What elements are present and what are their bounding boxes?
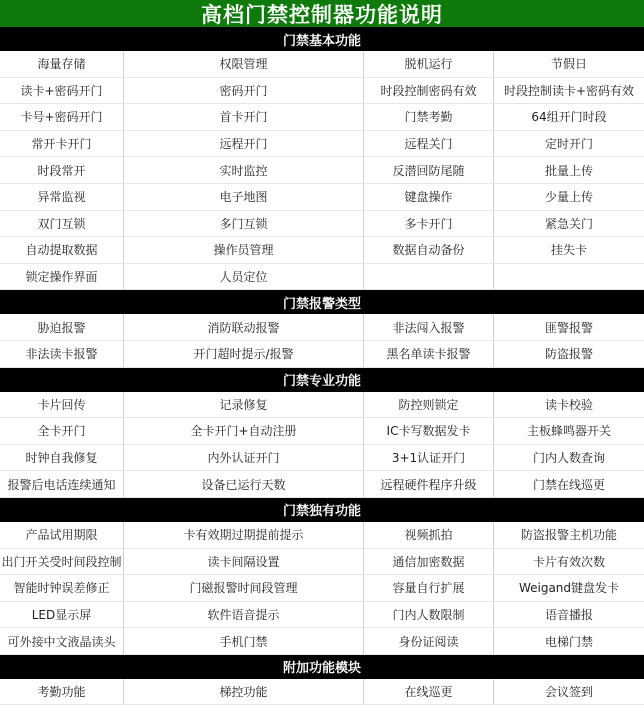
feature-cell [494,264,644,290]
table-row [0,157,644,184]
feature-cell: 读卡校验 [544,397,593,412]
feature-cell: 卡有效期过期提前提示 [124,522,364,548]
feature-cell: 消防联动报警 [124,314,364,340]
feature-cell: 防控则锁定 [364,392,494,418]
feature-cell: 反潜回防尾随 [364,157,494,183]
feature-cell: 时段常开 [0,157,124,183]
feature-cell: 通信加密数据 [364,549,494,575]
feature-cell: 电子地图 [124,184,364,210]
feature-cell: 全卡开门+自动注册 [124,418,364,444]
feature-cell: 自动提取数据 [0,237,124,263]
feature-cell: 实时监控 [124,157,364,183]
section-header: 门禁专业功能 [0,368,644,392]
table-row [0,471,644,498]
feature-cell: 常开卡开门 [0,131,124,157]
feature-cell: 挂失卡 [550,243,587,258]
feature-cell: 卡片有效次数 [532,554,605,569]
table-row [0,78,644,105]
feature-cell: 主板蜂鸣器开关 [526,424,611,439]
feature-cell: 批量上传 [544,163,593,178]
feature-cell: 考勤功能 [0,679,124,705]
feature-cell: 多门互锁 [124,211,364,237]
table-row [0,628,644,655]
table-row [0,51,644,78]
feature-cell: 远程关门 [364,131,494,157]
feature-cell: 海量存储 [0,51,124,77]
feature-cell: 门磁报警时间段管理 [124,575,364,601]
feature-cell: 权限管理 [124,51,364,77]
feature-cell: 键盘操作 [364,184,494,210]
feature-cell: 梯控功能 [124,679,364,705]
feature-cell: 匪警报警 [544,320,593,335]
feature-cell: 防盗报警 [544,347,593,362]
section-header: 门禁报警类型 [0,290,644,314]
feature-cell: 读卡+密码开门 [0,78,124,104]
table-row [0,131,644,158]
feature-cell: 时钟自我修复 [0,445,124,471]
table-row [0,211,644,238]
table-row [0,314,644,341]
feature-cell: 手机门禁 [124,628,364,654]
feature-cell: 在线巡更 [364,679,494,705]
feature-cell: 64组开门时段 [531,110,607,125]
feature-cell: 门内人数限制 [364,602,494,628]
feature-cell: 门禁在线巡更 [532,477,605,492]
table-row [0,549,644,576]
feature-cell: 内外认证开门 [124,445,364,471]
table-row [0,575,644,602]
sections-container [0,27,644,705]
feature-cell: 双门互锁 [0,211,124,237]
feature-cell: 防盗报警主机功能 [520,528,617,543]
table-row [0,341,644,368]
table-row [0,104,644,131]
table-row [0,184,644,211]
feature-cell: 产品试用期限 [0,522,124,548]
feature-cell: 密码开门 [124,78,364,104]
feature-cell: 卡片回传 [0,392,124,418]
feature-cell: 全卡开门 [0,418,124,444]
feature-cell: 容量自行扩展 [364,575,494,601]
table-row [0,418,644,445]
feature-cell: 软件语音提示 [124,602,364,628]
table-row [0,445,644,472]
feature-cell: 数据自动备份 [364,237,494,263]
table-row [0,602,644,629]
feature-cell: 首卡开门 [124,104,364,130]
feature-cell: 门禁考勤 [364,104,494,130]
feature-cell: 语音播报 [544,607,593,622]
feature-cell: 门内人数查询 [532,451,605,466]
table-row [0,522,644,549]
section-header: 门禁独有功能 [0,498,644,522]
feature-cell: 读卡间隔设置 [124,549,364,575]
feature-cell: 电梯门禁 [544,634,593,649]
feature-cell: 智能时钟误差修正 [0,575,124,601]
table-row [0,679,644,706]
feature-cell: 黑名单读卡报警 [364,341,494,367]
feature-cell: 脱机运行 [364,51,494,77]
table-row [0,237,644,264]
feature-cell: 视频抓拍 [364,522,494,548]
feature-cell: IC卡写数据发卡 [364,418,494,444]
feature-cell: 设备已运行天数 [124,471,364,497]
feature-cell: 非法闯入报警 [364,314,494,340]
feature-cell: LED显示屏 [0,602,124,628]
feature-cell: 定时开门 [544,137,593,152]
table-row [0,264,644,291]
feature-cell: 锁定操作界面 [0,264,124,290]
feature-cell: 多卡开门 [364,211,494,237]
feature-cell: 开门超时提示/报警 [124,341,364,367]
feature-cell: 远程硬件程序升级 [364,471,494,497]
section-header: 附加功能模块 [0,655,644,679]
table-row [0,392,644,419]
page-title: 高档门禁控制器功能说明 [0,0,644,27]
feature-cell: 出门开关受时间段控制 [0,549,124,575]
feature-cell: 胁迫报警 [0,314,124,340]
feature-cell: 卡号+密码开门 [0,104,124,130]
feature-cell: 非法读卡报警 [0,341,124,367]
feature-cell: 少量上传 [544,190,593,205]
feature-cell: 可外接中文液晶读头 [0,628,124,654]
feature-cell: 远程开门 [124,131,364,157]
feature-cell: 身份证阅读 [364,628,494,654]
feature-cell: 紧急关门 [544,216,593,231]
feature-cell: 时段控制密码有效 [364,78,494,104]
feature-cell: 会议签到 [544,685,593,700]
feature-cell: 异常监视 [0,184,124,210]
feature-cell: 节假日 [550,57,587,72]
feature-cell: 3+1认证开门 [364,445,494,471]
feature-cell: 人员定位 [124,264,364,290]
feature-cell: 报警后电话连续通知 [0,471,124,497]
feature-cell: 操作员管理 [124,237,364,263]
feature-cell: 时段控制读卡+密码有效 [503,83,635,98]
feature-cell [364,264,494,290]
feature-cell: Weigand键盘发卡 [518,581,620,596]
feature-cell: 记录修复 [124,392,364,418]
section-header: 门禁基本功能 [0,27,644,51]
